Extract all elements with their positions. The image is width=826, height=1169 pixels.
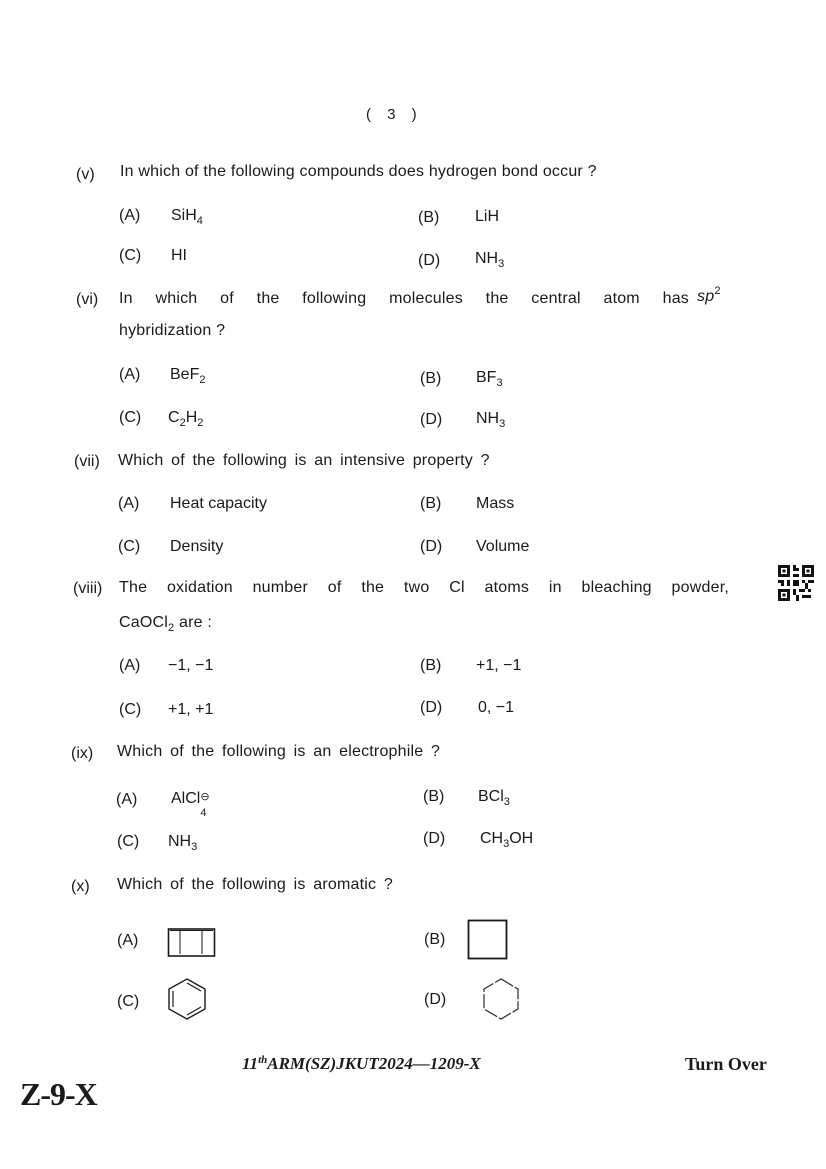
option-label: (D) [420, 699, 443, 716]
option-value: Volume [476, 538, 530, 555]
option-label: (C) [117, 993, 140, 1010]
question-text: The oxidation number of the two Cl atoms in bleaching powder, [119, 579, 729, 596]
option-label: (C) [117, 833, 140, 850]
option-label: (D) [424, 991, 447, 1008]
page-number: ( 3 ) [366, 106, 423, 123]
question-number: (vi) [76, 291, 99, 308]
cyclobutadiene-structure-icon [167, 926, 217, 963]
option-value: $BF_3$ [476, 369, 503, 389]
cyclohexane-structure-icon [481, 977, 521, 1026]
option-label: (C) [119, 701, 142, 718]
qr-code-icon [778, 565, 814, 601]
option-value: 0, −1 [478, 699, 515, 716]
option-value: Density [170, 538, 224, 555]
option-value: +1, +1 [168, 701, 214, 718]
option-label: (B) [420, 370, 442, 387]
benzene-structure-icon [166, 977, 208, 1026]
option-label: (B) [420, 495, 442, 512]
option-label: (C) [119, 409, 142, 426]
question-text: Which of the following is aromatic ? [117, 876, 393, 893]
series-code: Z-9-X [20, 1076, 97, 1112]
option-label: (A) [116, 791, 138, 808]
option-label: (D) [420, 411, 443, 428]
option-label: (A) [119, 657, 141, 674]
option-label: (A) [117, 932, 139, 949]
option-value: $NH_3$ [168, 833, 198, 853]
option-value: $NH_3$ [475, 250, 505, 270]
option-value: BeF$_2$ [170, 366, 206, 386]
option-label: (B) [418, 209, 440, 226]
option-value: BCl$_3$ [478, 788, 510, 808]
option-value: −1, −1 [168, 657, 214, 674]
question-number: (vii) [74, 453, 100, 470]
option-label: (D) [423, 830, 446, 847]
option-value: $C_2H_2$ [168, 409, 204, 429]
option-label: (A) [119, 366, 141, 383]
hybridization-term: $sp^2$ [697, 285, 721, 305]
option-label: (B) [423, 788, 445, 805]
option-value: SiH$_4$ [171, 207, 203, 227]
option-value: Mass [476, 495, 515, 512]
question-number: (viii) [73, 580, 103, 597]
question-text-continued: CaOCl$_2$ are : [119, 614, 213, 634]
option-value: +1, −1 [476, 657, 522, 674]
option-value: AlCl ⊖ 4 [171, 790, 210, 819]
option-label: (C) [118, 538, 141, 555]
paper-code: 11thARM(SZ)JKUT2024—1209-X [242, 1054, 481, 1073]
option-value: $CH_3OH$ [480, 830, 534, 850]
option-label: (D) [418, 252, 441, 269]
option-label: (B) [420, 657, 442, 674]
option-value: Heat capacity [170, 495, 267, 512]
question-number: (v) [76, 166, 95, 183]
cyclobutane-structure-icon [467, 919, 509, 966]
question-text: Which of the following is an intensive property ? [118, 452, 490, 469]
question-number: (x) [71, 878, 90, 895]
option-value: HI [171, 247, 187, 264]
option-label: (C) [119, 247, 142, 264]
turn-over-label: Turn Over [685, 1054, 767, 1074]
option-label: (A) [118, 495, 140, 512]
option-value: $NH_3$ [476, 410, 506, 430]
option-label: (D) [420, 538, 443, 555]
question-text: In which of the following molecules the central atom has [119, 290, 689, 307]
question-text-continued: hybridization ? [119, 322, 226, 339]
question-text: In which of the following compounds does hydrogen bond occur ? [120, 163, 597, 180]
question-text: Which of the following is an electrophile ? [117, 743, 441, 760]
option-value: LiH [475, 208, 500, 225]
question-number: (ix) [71, 745, 94, 762]
option-label: (A) [119, 207, 141, 224]
option-label: (B) [424, 931, 446, 948]
